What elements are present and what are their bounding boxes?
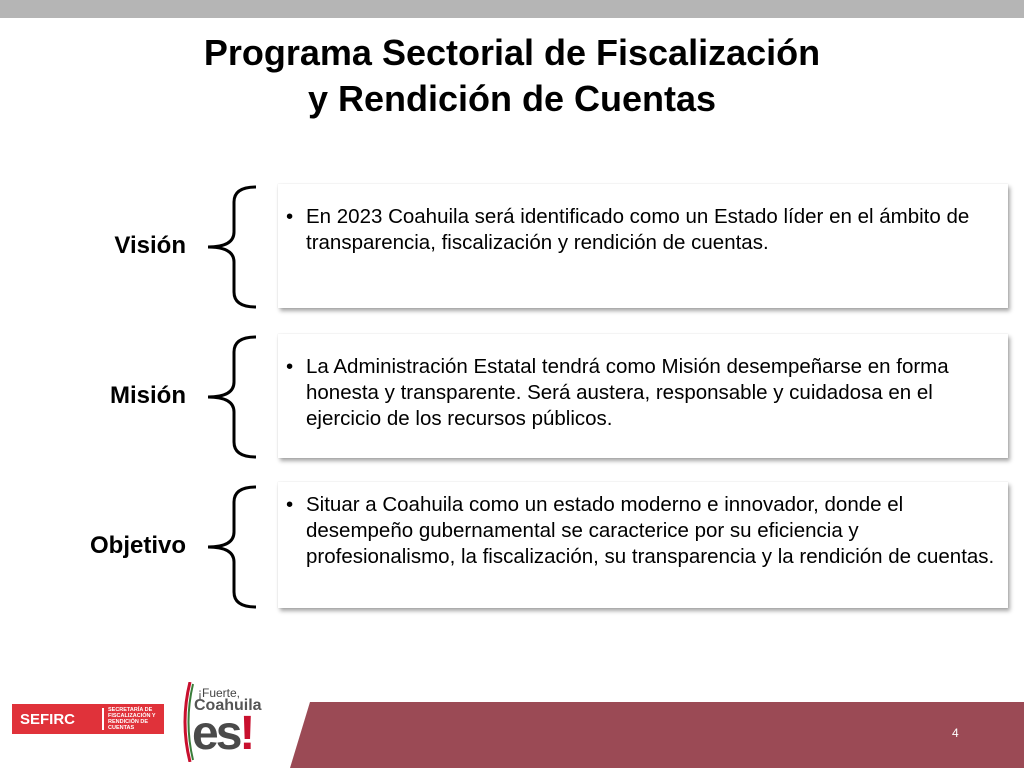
statement-text-objetivo: Situar a Coahuila como un estado moderno e innovador, donde el desempeño gubernamental se caracterice por su eficiencia y profesionalismo, la fiscalización, su transparencia y la rendición de cuentas. [306,493,995,568]
statement-text-mision: La Administración Estatal tendrá como Misión desempeñarse en forma honesta y transparente. Será austera, responsable y cuidadosa en el ejercicio de los recursos públicos. [306,355,949,430]
brace-mision [200,334,260,460]
brace-vision [200,184,260,310]
row-label-vision: Visión [114,232,186,259]
title-line-1: Programa Sectorial de Fiscalización [203,32,821,73]
title-line-2: y Rendición de Cuentas [307,78,717,119]
sefirc-logo [12,704,164,734]
slide-title [0,30,1024,122]
sefirc-name: SEFIRC [20,710,76,728]
row-label-mision: Misión [110,382,186,409]
page-number: 4 [952,726,959,740]
row-label-objetivo: Objetivo [89,532,186,559]
coahuila-logo [172,680,302,768]
bullet: • [286,355,294,378]
bullet: • [286,493,294,516]
sefirc-divider [102,708,104,730]
statement-text-vision: En 2023 Coahuila será identificado como un Estado líder en el ámbito de transparencia, fiscalización y rendición de cuentas. [306,205,970,254]
sefirc-subtitle: SECRETARÍA DE FISCALIZACIÓN Y RENDICIÓN DE CUENTAS [108,707,156,731]
bullet: • [286,205,294,228]
brace-objetivo [200,484,260,610]
top-bar [0,0,1024,18]
statement-box-vision [278,184,1008,308]
logo-line-2: Coahuila [194,697,262,714]
statement-box-mision [278,334,1008,458]
logo-line-1: ¡Fuerte, [198,686,241,700]
logo-exclamation: ! [239,707,253,760]
statement-box-objetivo [278,482,1008,608]
logo-line-3 [192,706,252,761]
logo-es: es [192,707,240,760]
